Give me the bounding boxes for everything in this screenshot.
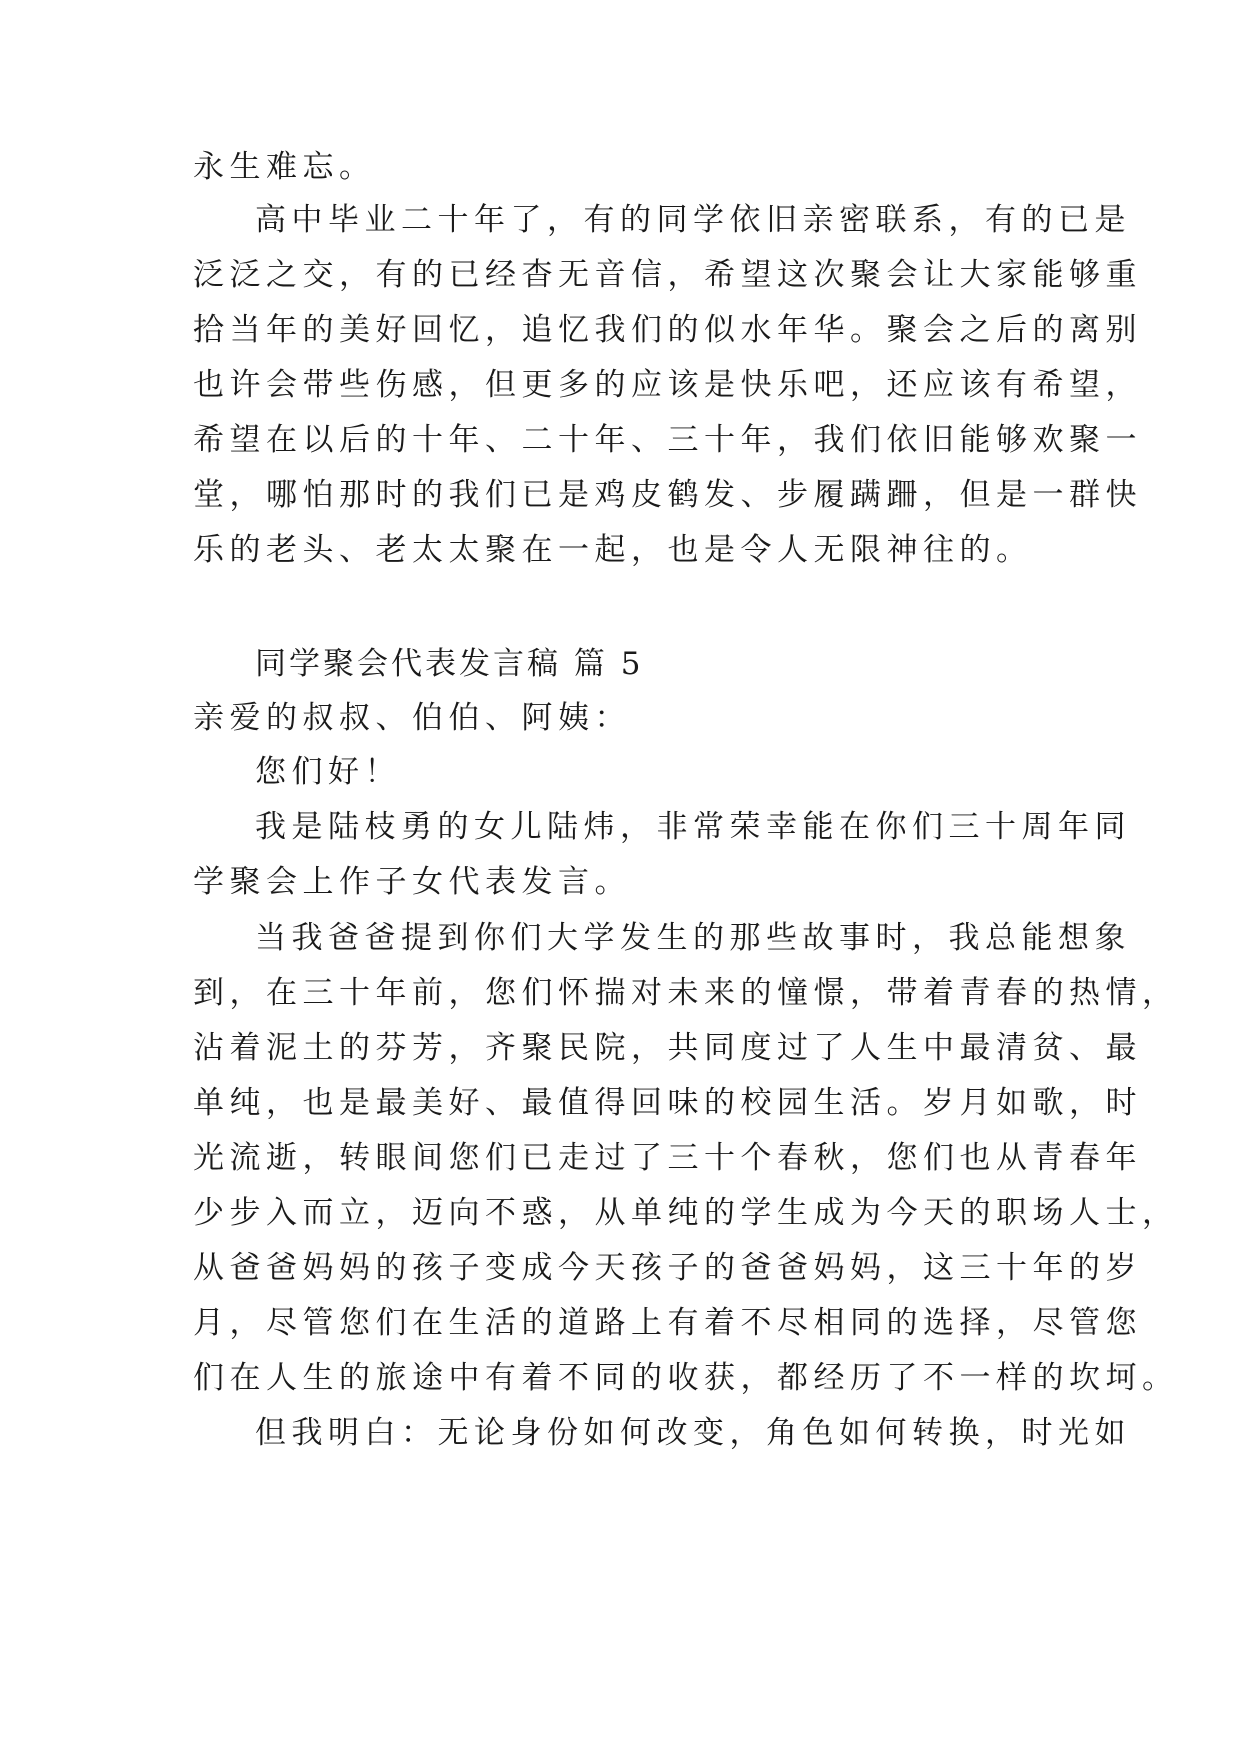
paragraph-line: 永生难忘。 <box>193 149 376 185</box>
paragraph-line: 月，尽管您们在生活的道路上有着不尽相同的选择，尽管您 <box>193 1305 1142 1341</box>
paragraph-line: 但我明白：无论身份如何改变，角色如何转换，时光如 <box>255 1415 1131 1451</box>
paragraph-line: 高中毕业二十年了，有的同学依旧亲密联系，有的已是 <box>255 202 1131 238</box>
paragraph-line: 们在人生的旅途中有着不同的收获，都经历了不一样的坎坷。 <box>193 1360 1179 1396</box>
paragraph-line: 泛泛之交，有的已经杳无音信，希望这次聚会让大家能够重 <box>193 257 1142 293</box>
greeting: 您们好！ <box>255 754 401 790</box>
paragraph-line: 从爸爸妈妈的孩子变成今天孩子的爸爸妈妈，这三十年的岁 <box>193 1250 1142 1286</box>
paragraph-line: 光流逝，转眼间您们已走过了三十个春秋，您们也从青春年 <box>193 1140 1142 1176</box>
paragraph-line: 希望在以后的十年、二十年、三十年，我们依旧能够欢聚一 <box>193 422 1142 458</box>
section-title: 同学聚会代表发言稿 篇 5 <box>255 646 644 682</box>
paragraph-line: 堂，哪怕那时的我们已是鸡皮鹤发、步履蹒跚，但是一群快 <box>193 477 1142 513</box>
paragraph-line: 单纯，也是最美好、最值得回味的校园生活。岁月如歌，时 <box>193 1085 1142 1121</box>
paragraph-line: 到，在三十年前，您们怀揣对未来的憧憬，带着青春的热情， <box>193 975 1179 1011</box>
salutation: 亲爱的叔叔、伯伯、阿姨： <box>193 700 631 736</box>
paragraph-line: 也许会带些伤感，但更多的应该是快乐吧，还应该有希望， <box>193 367 1142 403</box>
paragraph-line: 当我爸爸提到你们大学发生的那些故事时，我总能想象 <box>255 920 1131 956</box>
paragraph-line: 乐的老头、老太太聚在一起，也是令人无限神往的。 <box>193 532 1033 568</box>
paragraph-line: 拾当年的美好回忆，追忆我们的似水年华。聚会之后的离别 <box>193 312 1142 348</box>
paragraph-line: 学聚会上作子女代表发言。 <box>193 864 631 900</box>
paragraph-line: 少步入而立，迈向不惑，从单纯的学生成为今天的职场人士， <box>193 1195 1179 1231</box>
paragraph-line: 沾着泥土的芬芳，齐聚民院，共同度过了人生中最清贫、最 <box>193 1030 1142 1066</box>
paragraph-line: 我是陆枝勇的女儿陆炜，非常荣幸能在你们三十周年同 <box>255 809 1131 845</box>
